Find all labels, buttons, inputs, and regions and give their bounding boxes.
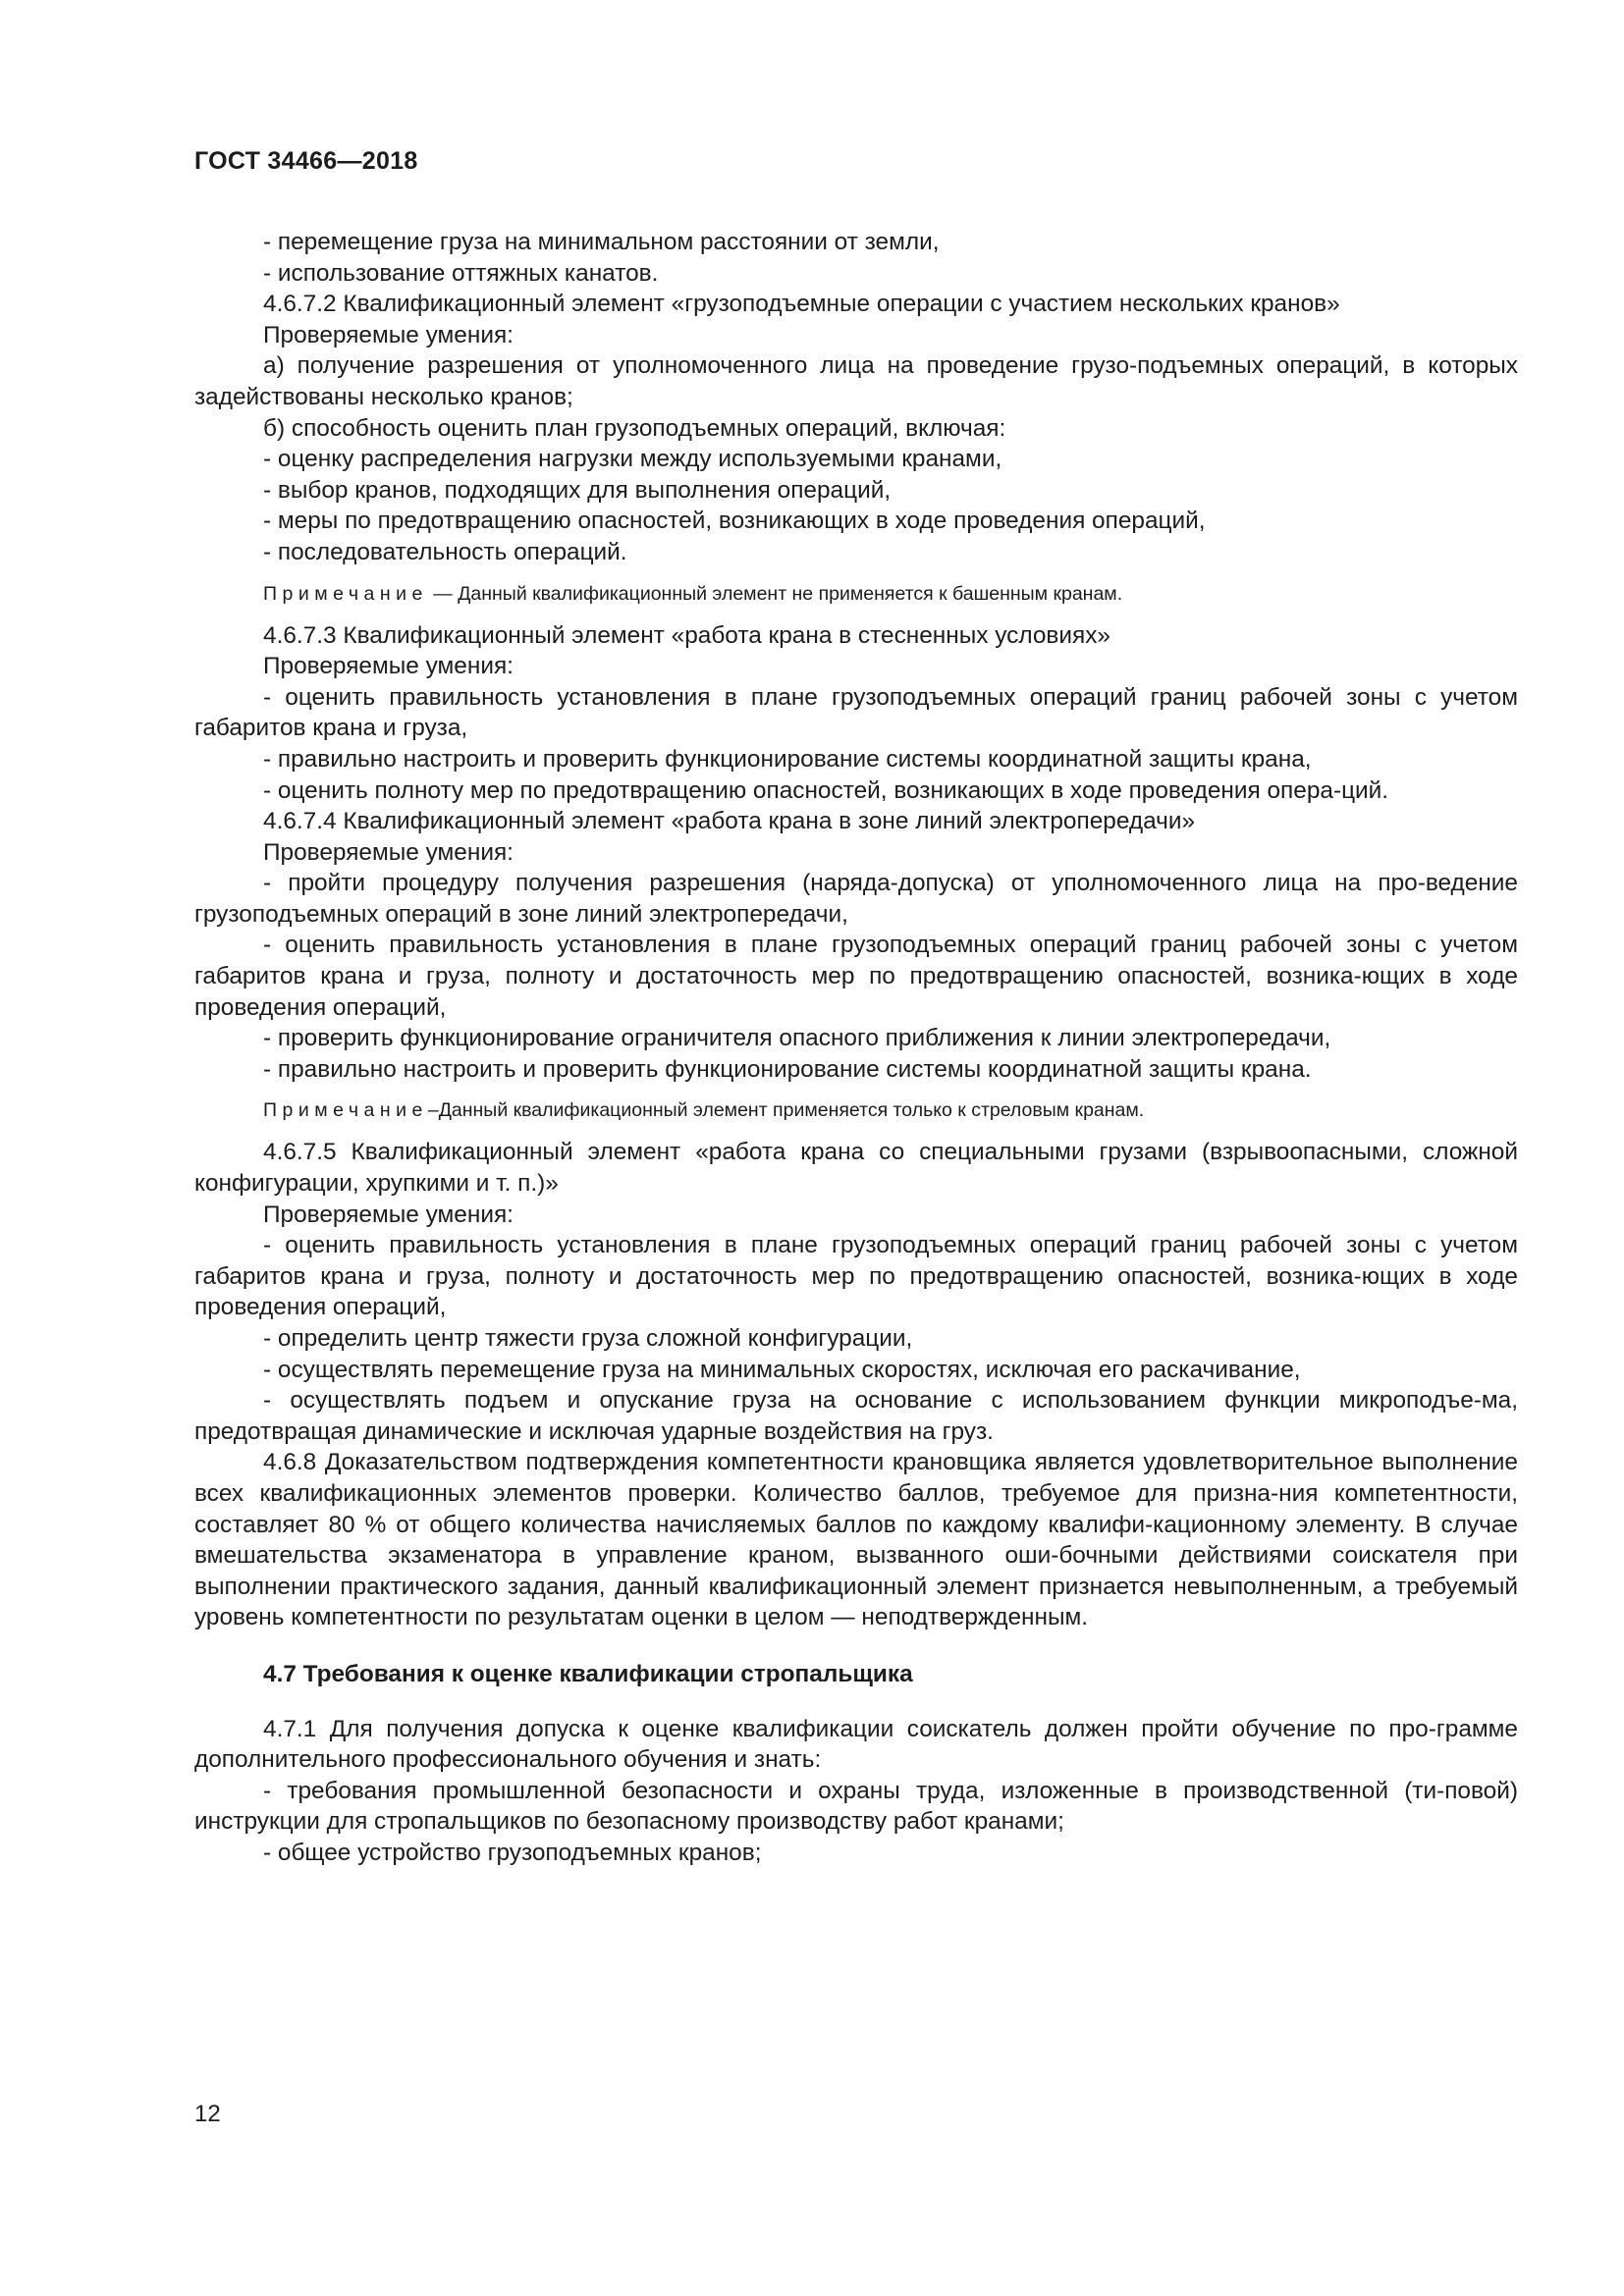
body-paragraph: - определить центр тяжести груза сложной конфигурации, — [263, 1325, 913, 1352]
note-paragraph — [194, 1097, 1518, 1123]
body-paragraph: - правильно настроить и проверить функционирование системы координатной защиты крана, — [263, 745, 1312, 773]
body-paragraph: - требования промышленной безопасности и охраны труда, изложенные в производственной (ти-повой) инструкции для стропальщиков по безопасному производству работ кранами; — [194, 1777, 1518, 1836]
body-paragraph: 4.6.8 Доказательством подтверждения компетентности крановщика является удовлетворительное выполнение всех квалификационных элементов проверки. Количество баллов, требуемое для призна-ния компетентности, составляет 80 % от общего количества начисляемых баллов по каждому квалифи-кационному элементу. В случае вмешательства экзаменатора в управление краном, вызванного оши-бочными действиями соискателя при выполнении практического задания, данный квалификационный элемент признается невыполненным, а требуемый уровень компетентности по результатам оценки в целом — неподтвержденным. — [194, 1449, 1518, 1631]
document-body — [194, 227, 1518, 1869]
body-paragraph: а) получение разрешения от уполномоченного лица на проведение грузо-подъемных операций, в которых задействованы несколько кранов; — [194, 352, 1518, 410]
note-label: Примечание — [263, 1099, 428, 1122]
body-paragraph: - оценить правильность установления в плане грузоподъемных операций границ рабочей зоны с учетом габаритов крана и груза, — [194, 683, 1518, 742]
body-paragraph: Проверяемые умения: — [263, 838, 514, 866]
body-paragraph: Проверяемые умения: — [263, 653, 514, 680]
note-text: –Данный квалификационный элемент применяется только к стреловым кранам. — [427, 1099, 1145, 1122]
body-paragraph: - оценить правильность установления в плане грузоподъемных операций границ рабочей зоны с учетом габаритов крана и груза, полноту и достаточность мер по предотвращению опасностей, возника-ющих в ходе проведения операций, — [194, 932, 1518, 1021]
body-paragraph: - пройти процедуру получения разрешения (наряда-допуска) от уполномоченного лица на про-ведение грузоподъемных операций в зоне линий электропередачи, — [194, 870, 1518, 928]
body-paragraph: - оценку распределения нагрузки между используемыми кранами, — [263, 446, 1002, 473]
body-paragraph: 4.7.1 Для получения допуска к оценке квалификации соискатель должен пройти обучение по про-грамме дополнительного профессионального обучения и знать: — [194, 1715, 1518, 1774]
body-paragraph: 4.6.7.2 Квалификационный элемент «грузоподъемные операции с участием нескольких кранов» — [263, 291, 1340, 318]
note-label: Примечание — [263, 582, 428, 605]
body-paragraph: - перемещение груза на минимальном расстоянии от земли, — [263, 229, 940, 255]
body-paragraph: - правильно настроить и проверить функционирование системы координатной защиты крана. — [263, 1055, 1312, 1083]
body-paragraph: - последовательность операций. — [263, 538, 627, 565]
note-paragraph — [194, 581, 1518, 607]
body-paragraph: - меры по предотвращению опасностей, возникающих в ходе проведения операций, — [263, 507, 1206, 535]
body-paragraph: - осуществлять перемещение груза на минимальных скоростях, исключая его раскачивание, — [263, 1356, 1301, 1383]
section-heading: 4.7 Требования к оценке квалификации стропальщика — [263, 1660, 913, 1687]
body-paragraph: б) способность оценить план грузоподъемных операций, включая: — [263, 414, 1006, 442]
note-text: — Данный квалификационный элемент не применяется к башенным кранам. — [427, 582, 1123, 605]
body-paragraph: 4.6.7.3 Квалификационный элемент «работа крана в стесненных условиях» — [263, 621, 1110, 649]
body-paragraph: - оценить правильность установления в плане грузоподъемных операций границ рабочей зоны с учетом габаритов крана и груза, полноту и достаточность мер по предотвращению опасностей, возника-ющих в ходе проведения операций, — [194, 1232, 1518, 1321]
body-paragraph: 4.6.7.4 Квалификационный элемент «работа крана в зоне линий электропередачи» — [263, 808, 1196, 835]
body-paragraph: Проверяемые умения: — [263, 321, 514, 348]
body-paragraph: - проверить функционирование ограничителя опасного приближения к линии электропередачи, — [263, 1025, 1331, 1052]
body-paragraph: - оценить полноту мер по предотвращению опасностей, возникающих в ходе проведения опера-ций. — [263, 776, 1389, 804]
document-header: ГОСТ 34466—2018 — [194, 147, 418, 175]
body-paragraph: - выбор кранов, подходящих для выполнения операций, — [263, 476, 892, 504]
body-paragraph: 4.6.7.5 Квалификационный элемент «работа крана со специальными грузами (взрывоопасными, сложной конфигурации, хрупкими и т. п.)» — [194, 1139, 1518, 1198]
body-paragraph: Проверяемые умения: — [263, 1201, 514, 1228]
body-paragraph: - осуществлять подъем и опускание груза на основание с использованием функции микроподъе-ма, предотвращая динамические и исключая ударные воздействия на груз. — [194, 1387, 1518, 1445]
page-number: 12 — [194, 2101, 221, 2127]
body-paragraph: - использование оттяжных канатов. — [263, 259, 659, 287]
body-paragraph: - общее устройство грузоподъемных кранов; — [263, 1839, 762, 1866]
